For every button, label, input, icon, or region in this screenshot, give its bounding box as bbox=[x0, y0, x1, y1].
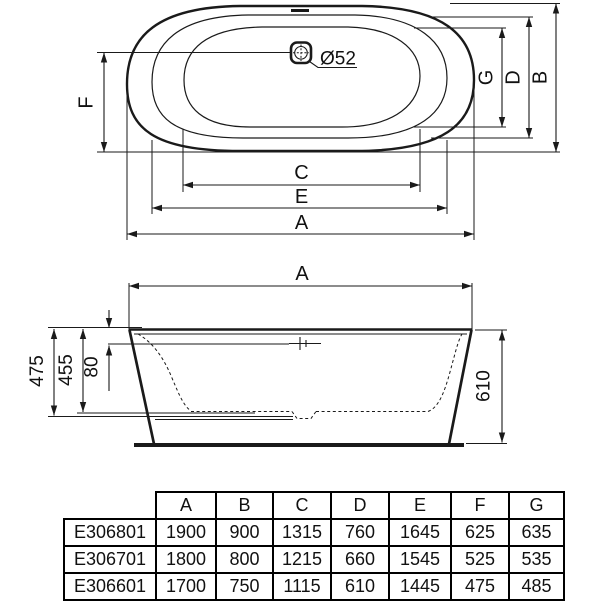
side-view bbox=[27, 263, 507, 445]
side-drain-center-mark bbox=[289, 337, 321, 350]
product-code: E306801 bbox=[64, 519, 156, 546]
table-cell: 1900 bbox=[156, 519, 216, 546]
table-cell: 1545 bbox=[389, 546, 451, 573]
table-header-f: F bbox=[451, 492, 509, 519]
table-cell: 660 bbox=[331, 546, 389, 573]
table-cell: 1445 bbox=[389, 573, 451, 600]
table-cell: 900 bbox=[216, 519, 273, 546]
plan-dimension-lines bbox=[104, 4, 556, 235]
table-row bbox=[64, 546, 564, 573]
table-cell: 625 bbox=[451, 519, 509, 546]
table-row bbox=[64, 573, 564, 600]
table-header-b: B bbox=[216, 492, 273, 519]
plan-dim-d-label: D bbox=[502, 70, 525, 85]
table-corner-cell bbox=[64, 492, 156, 519]
table-cell: 760 bbox=[331, 519, 389, 546]
table-cell: 1800 bbox=[156, 546, 216, 573]
side-left-wall bbox=[130, 330, 155, 444]
product-code: E306601 bbox=[64, 573, 156, 600]
table-cell: 610 bbox=[331, 573, 389, 600]
product-code: E306701 bbox=[64, 546, 156, 573]
plan-dim-c-label: C bbox=[294, 162, 309, 184]
table-cell: 1115 bbox=[273, 573, 331, 600]
table-cell: 635 bbox=[509, 519, 564, 546]
table-header-c: C bbox=[273, 492, 331, 519]
tub-rim-outline bbox=[152, 15, 447, 138]
side-extension-lines bbox=[48, 283, 507, 444]
table-header-e: E bbox=[389, 492, 451, 519]
plan-dim-a-label: A bbox=[294, 212, 309, 234]
table-cell: 1215 bbox=[273, 546, 331, 573]
plan-dim-g-label: G bbox=[475, 69, 498, 86]
side-dim-475-label: 475 bbox=[27, 355, 48, 387]
table-cell: 750 bbox=[216, 573, 273, 600]
side-right-wall bbox=[449, 330, 472, 444]
plan-view bbox=[76, 4, 561, 241]
table-header-a: A bbox=[156, 492, 216, 519]
table-cell: 1645 bbox=[389, 519, 451, 546]
table-cell: 1700 bbox=[156, 573, 216, 600]
table-row bbox=[64, 519, 564, 546]
table-header-row bbox=[64, 492, 564, 519]
plan-dim-b-label: B bbox=[529, 70, 552, 85]
table-cell: 475 bbox=[451, 573, 509, 600]
plan-extension-lines bbox=[97, 4, 560, 241]
table-header-d: D bbox=[331, 492, 389, 519]
table-cell: 535 bbox=[509, 546, 564, 573]
dimension-table bbox=[63, 491, 565, 601]
table-cell: 485 bbox=[509, 573, 564, 600]
table-cell: 1315 bbox=[273, 519, 331, 546]
table-header-g: G bbox=[509, 492, 564, 519]
side-dim-610-label: 610 bbox=[473, 370, 495, 402]
drain-icon bbox=[291, 43, 311, 64]
drain-diameter-label: Ø52 bbox=[320, 48, 356, 70]
plan-dim-f-label: F bbox=[75, 96, 98, 109]
plan-dim-e-label: E bbox=[294, 186, 309, 208]
side-dim-80-label: 80 bbox=[81, 356, 103, 378]
side-dim-a-label: A bbox=[295, 263, 309, 285]
table-cell: 525 bbox=[451, 546, 509, 573]
side-dim-455-label: 455 bbox=[56, 354, 77, 386]
table-cell: 800 bbox=[216, 546, 273, 573]
